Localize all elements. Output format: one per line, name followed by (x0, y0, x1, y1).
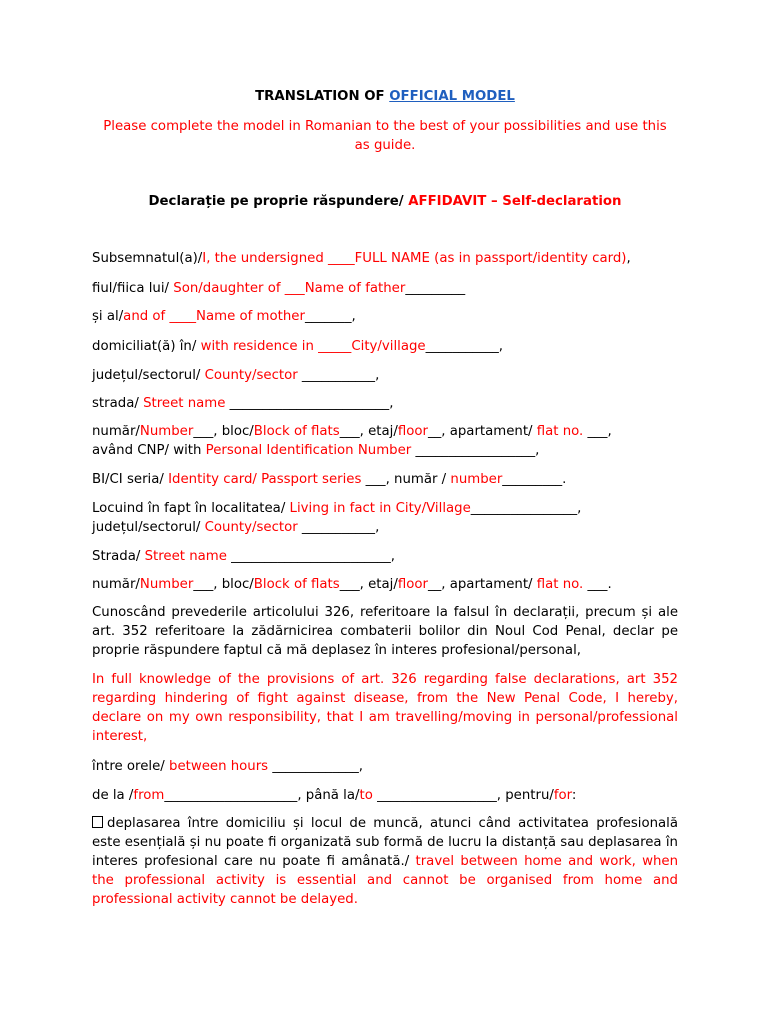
field-street[interactable] (92, 394, 393, 413)
field-actual-locality[interactable] (92, 499, 581, 518)
option-work-travel (92, 814, 678, 909)
option-label-ro: deplasarea între domiciliu și locul de muncă, atunci când activitatea profesională este esențială și nu poate fi organizată sub formă de lucru la distanță sau deplasarea în interes profesional care nu poate fi amânată./ (92, 816, 678, 869)
label-en: between hours (169, 759, 269, 774)
label-en: to (359, 788, 373, 803)
option-label-en: travel between home and work, when the professional activity is essential and cannot be organised from home and professional activity cannot be delayed. (92, 854, 678, 907)
field-blank: _________ (405, 281, 466, 296)
label-en: Block of flats (253, 577, 340, 592)
field-blank: ___________, (297, 520, 380, 535)
label-en: and of ____Name of mother (123, 309, 305, 324)
field-blank: , (626, 251, 631, 266)
label-ro: ___, etaj/ (339, 424, 398, 439)
field-actual-address-numbers[interactable] (92, 575, 612, 594)
label-ro: număr/ (92, 577, 140, 592)
field-blank: _________. (502, 472, 567, 487)
field-blank: __________________, (411, 443, 540, 458)
label-en: County/sector (204, 368, 298, 383)
label-en: I, the undersigned ____FULL NAME (as in passport/identity card) (202, 251, 627, 266)
field-blank: ___________, (425, 339, 503, 354)
label-en: County/sector (204, 520, 298, 535)
label-en: Son/daughter of ___Name of father (173, 281, 406, 296)
instruction-line-1: Please complete the model in Romanian to the best of your possibilities and use this (103, 119, 667, 134)
heading-en: AFFIDAVIT – Self-declaration (408, 194, 622, 209)
label-en: floor (397, 577, 428, 592)
legal-paragraph-ro: Cunoscând prevederile articolului 326, referitoare la falsul în declarații, precum și ale art. 352 referitoare la zădărnicirea combaterii bolilor din Noul Cod Penal, declar pe proprie răspundere faptul că mă deplasez în interes profesional/personal, (92, 605, 678, 658)
label-en: from (133, 788, 165, 803)
field-father-name[interactable] (92, 279, 465, 298)
label-ro: și al/ (92, 309, 124, 324)
field-actual-street[interactable] (92, 547, 395, 566)
label-ro: ___, etaj/ (339, 577, 398, 592)
label-en: flat no. (536, 424, 584, 439)
label-ro: ___, număr / (361, 472, 451, 487)
label-ro: strada/ (92, 396, 144, 411)
label-ro: domiciliat(ă) în/ (92, 339, 201, 354)
field-hours[interactable] (92, 757, 363, 776)
heading-ro: Declarație pe proprie răspundere/ (148, 194, 409, 209)
official-model-link[interactable]: OFFICIAL MODEL (389, 89, 515, 104)
label-ro: județul/sectorul/ (92, 520, 205, 535)
label-ro: : (571, 788, 577, 803)
label-ro: Subsemnatul(a)/ (92, 251, 203, 266)
field-blank: _____________, (268, 759, 364, 774)
field-blank: ________________________, (226, 549, 395, 564)
field-id-card[interactable] (92, 470, 566, 489)
field-blank: ___. (583, 577, 612, 592)
field-full-name[interactable] (92, 249, 631, 268)
declaration-heading (0, 192, 770, 211)
legal-paragraph-en: In full knowledge of the provisions of art. 326 regarding false declarations, art 352 regarding hindering of fight against disease, from the New Penal Code, I hereby, declare on my own responsibility, that I am travelling/moving in personal/professional interest, (92, 672, 678, 744)
field-blank: ________________________, (225, 396, 394, 411)
field-actual-county[interactable] (92, 518, 379, 537)
label-en: with residence in _____City/village (200, 339, 426, 354)
label-ro: de la / (92, 788, 134, 803)
label-en: Number (139, 577, 194, 592)
label-en: Personal Identification Number (205, 443, 412, 458)
label-en: number (450, 472, 503, 487)
instruction-line-2: as guide. (354, 138, 416, 153)
label-ro: ___, bloc/ (193, 424, 254, 439)
field-blank: ________________, (470, 501, 582, 516)
field-cnp[interactable] (92, 441, 539, 460)
label-en: Street name (144, 549, 227, 564)
field-mother-name[interactable] (92, 307, 356, 326)
label-ro: fiul/fiica lui/ (92, 281, 174, 296)
label-en: floor (397, 424, 428, 439)
label-ro: având CNP/ with (92, 443, 206, 458)
label-en: for (553, 788, 572, 803)
label-ro: număr/ (92, 424, 140, 439)
label-en: Block of flats (253, 424, 340, 439)
field-blank: _______, (304, 309, 356, 324)
label-ro: __, apartament/ (427, 424, 537, 439)
label-ro: ___, bloc/ (193, 577, 254, 592)
title-text: TRANSLATION OF (255, 89, 390, 104)
label-ro: __________________, pentru/ (372, 788, 554, 803)
label-ro: între orele/ (92, 759, 169, 774)
label-en: Number (139, 424, 194, 439)
field-address-numbers[interactable] (92, 422, 612, 441)
label-ro: BI/CI seria/ (92, 472, 169, 487)
field-from-to[interactable] (92, 786, 576, 805)
label-ro: __, apartament/ (427, 577, 537, 592)
label-en: flat no. (536, 577, 584, 592)
label-ro: Locuind în fapt în localitatea/ (92, 501, 290, 516)
field-blank: ___, (583, 424, 612, 439)
label-en: Living in fact in City/Village (289, 501, 471, 516)
label-ro: ____________________, până la/ (164, 788, 360, 803)
field-residence[interactable] (92, 337, 503, 356)
field-county[interactable] (92, 366, 379, 385)
document-title (0, 87, 770, 106)
label-en: Identity card/ Passport series (168, 472, 362, 487)
label-en: Street name (143, 396, 226, 411)
label-ro: județul/sectorul/ (92, 368, 205, 383)
option-checkbox[interactable] (92, 816, 103, 828)
label-ro: Strada/ (92, 549, 145, 564)
field-blank: ___________, (297, 368, 380, 383)
